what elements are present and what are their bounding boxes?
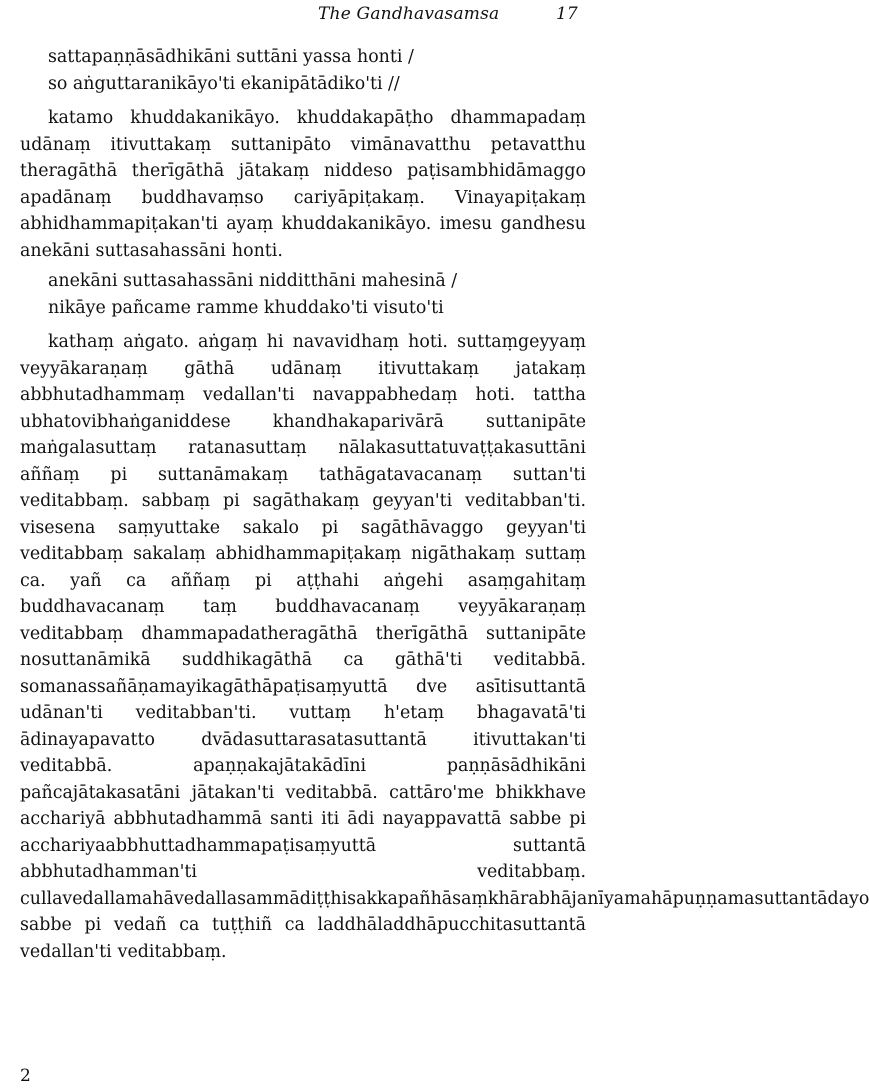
verse-line: nikāye pañcame ramme khuddako'ti visuto'ti xyxy=(48,297,444,318)
page-body xyxy=(20,44,869,965)
verse-line: anekāni suttasahassāni nidditthāni mahesinā / xyxy=(48,271,458,291)
verse-block-1 xyxy=(20,44,586,97)
verse-line: so aṅguttaranikāyo'ti ekanipātādiko'ti // xyxy=(48,73,400,94)
verse-block-2 xyxy=(20,268,586,321)
page-number: 17 xyxy=(556,4,578,24)
signature-mark: 2 xyxy=(20,1066,31,1086)
running-title: The Gandhavasamsa xyxy=(318,4,500,24)
paragraph: katamo khuddakanikāyo. khuddakapāṭho dhammapadaṃ udānaṃ itivuttakaṃ suttanipāto vimānavatthu petavatthu theragāthā therīgāthā jātakaṃ niddeso paṭisambhidāmaggo apadānaṃ buddhavaṃso cariyāpiṭakaṃ. Vinayapiṭakaṃ abhidhammapiṭakan'ti ayaṃ khuddakanikāyo. imesu gandhesu anekāni suttasahassāni honti. xyxy=(20,108,586,261)
paragraph: kathaṃ aṅgato. aṅgaṃ hi navavidhaṃ hoti. suttaṃgeyyaṃ veyyākaraṇaṃ gāthā udānaṃ itivuttakaṃ jatakaṃ abbhutadhammaṃ vedallan'ti navappabhedaṃ hoti. tattha ubhatovibhaṅganiddese khandhakaparivārā suttanipāte maṅgalasuttaṃ ratanasuttaṃ nālakasuttatuvaṭṭakasuttāni aññaṃ pi suttanāmakaṃ tathāgatavacanaṃ suttan'ti veditabbaṃ. sabbaṃ pi sagāthakaṃ geyyan'ti veditabban'ti. visesena saṃyuttake sakalo pi sagāthāvaggo geyyan'ti veditabbaṃ sakalaṃ abhidhammapiṭakaṃ nigāthakaṃ suttaṃ ca. yañ ca aññaṃ pi aṭṭhahi aṅgehi asaṃgahitaṃ buddhavacanaṃ taṃ buddhavacanaṃ veyyākaraṇaṃ veditabbaṃ dhammapadatheragāthā therīgāthā suttanipāte nosuttanāmikā suddhikagāthā ca gāthā'ti veditabbā. somanassañāṇamayikagāthāpaṭisaṃyuttā dve asītisuttantā udānan'ti veditabban'ti. vuttaṃ h'etaṃ bhagavatā'ti ādinayapavatto dvādasuttarasatasuttantā itivuttakan'ti veditabbā. apaṇṇakajātakādīni paṇṇāsādhikāni pañcajātakasatāni jātakan'ti veditabbā. cattāro'me bhikkhave acchariyā abbhutadhammā santi iti ādi nayappavattā sabbe pi acchariyaabbhuttadhammapaṭisaṃyuttā suttantā abbhutadhamman'ti veditabbaṃ. cullavedallamahāvedallasammādiṭṭhisakkapañhāsaṃkhārabhājanīyamahāpuṇṇamasuttantādayo sabbe pi vedañ ca tuṭṭhiñ ca laddhāladdhāpucchitasuttantā vedallan'ti veditabbaṃ. xyxy=(20,332,869,962)
verse-line: sattapaṇṇāsādhikāni suttāni yassa honti / xyxy=(48,47,414,67)
page-header xyxy=(0,4,600,30)
